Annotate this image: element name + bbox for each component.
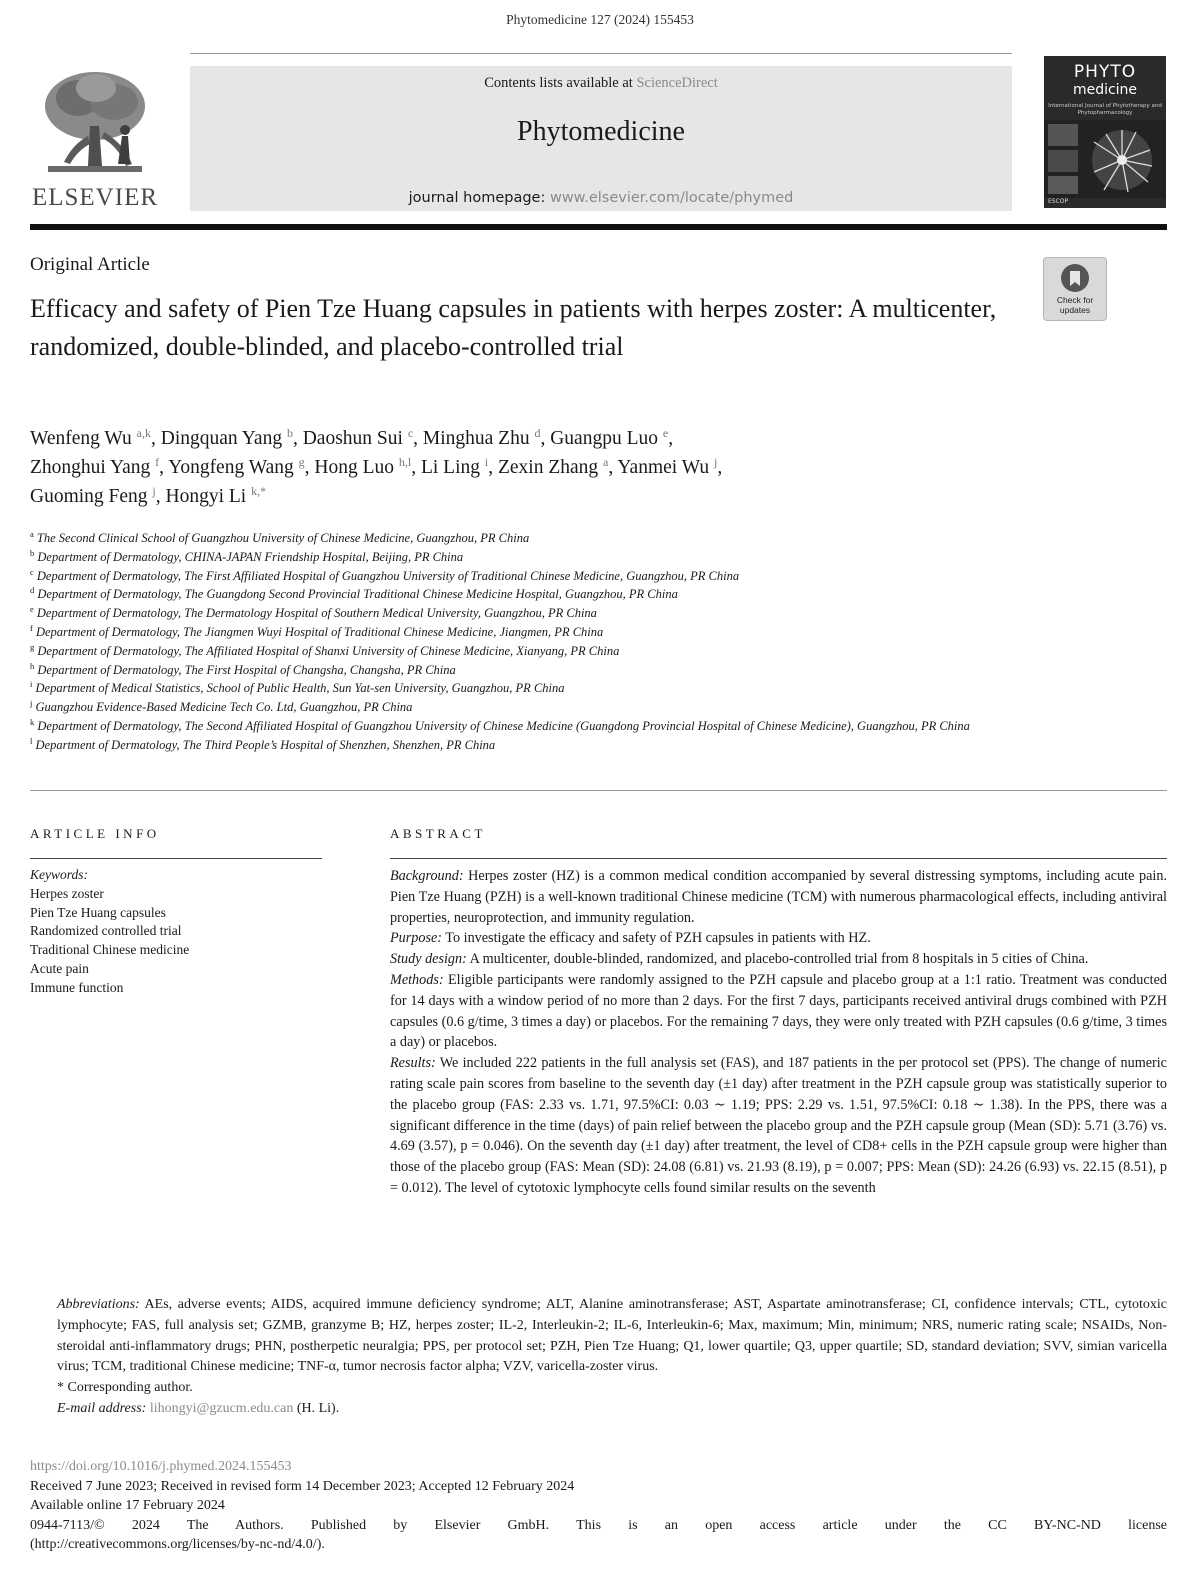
keyword-item: Acute pain <box>30 960 89 976</box>
check-for-updates-label: Check for updates <box>1056 295 1094 315</box>
keyword-item: Immune function <box>30 979 124 995</box>
abstract-rule <box>390 858 1167 859</box>
author-affiliation-marker[interactable]: i <box>484 455 489 469</box>
affiliation-key: i <box>30 679 33 690</box>
affiliation-text: Department of Medical Statistics, School of Public Health, Sun Yat-sen University, Guangzhou, PR China <box>35 681 565 696</box>
affiliation-key: e <box>30 604 34 615</box>
author-name[interactable]: Wenfeng Wu <box>30 428 132 449</box>
license-close: ). <box>316 1537 325 1552</box>
author-separator: , <box>292 428 303 449</box>
abstract-section-text: We included 222 patients in the full analysis set (FAS), and 187 patients in the per protocol set (PPS). The change of numeric rating scale pain scores from baseline to the seventh day (±1 day) after treatment in the PZH capsule group was statistically superior to the placebo group (FAS: 2.33 vs. 1.71, 97.5%CI: 0.03 ∼ 1.19; PPS: 2.29 vs. 1.51, 97.5%CI: 0.18 ∼ 1.38). In the PPS, there was a significant difference in the time (days) of pain relief between the placebo group and the PZH capsule group (Mean (SD): 5.71 (3.76) vs. 4.69 (3.57), p = 0.046). On the seventh day (±1 day) after treatment, the level of CD8+ cells in the PZH capsule group were higher than those of the placebo group (FAS: Mean (SD): 24.08 (6.81) vs. 21.93 (8.19), p = 0.007; PPS: Mean (SD): 24.26 (6.93) vs. 22.15 (8.51), p = 0.012). The level of cytotoxic lymphocyte cells found similar results on the seventh <box>390 1055 1167 1196</box>
affiliation-key: a <box>30 529 34 539</box>
author-separator: , <box>413 428 423 449</box>
license-url-line <box>30 1535 1167 1555</box>
author-name[interactable]: Dingquan Yang <box>160 428 283 449</box>
email-link[interactable]: lihongyi@gzucm.edu.can <box>149 1400 294 1416</box>
header-rule <box>30 224 1167 230</box>
affiliation-text: Department of Dermatology, The Affiliated Hospital of Shanxi University of Chinese Medicine, Xianyang, PR China <box>37 643 620 658</box>
author-name[interactable]: Hong Luo <box>314 457 394 478</box>
affiliation-item <box>30 567 1170 586</box>
affiliation-key: b <box>30 547 35 558</box>
affiliation-text: Department of Dermatology, The Dermatology Hospital of Southern Medical University, Guangzhou, PR China <box>36 606 597 621</box>
author-separator: , <box>608 457 618 478</box>
affiliation-item <box>30 529 1170 548</box>
footnotes <box>30 1295 1167 1420</box>
contents-prefix: Contents lists available at <box>484 75 637 91</box>
author-affiliation-marker[interactable]: k,* <box>251 484 267 498</box>
homepage-line <box>190 190 1012 206</box>
author-separator: , <box>155 486 166 507</box>
abstract-section-label: Study design: <box>390 951 467 968</box>
section-rule <box>30 790 1167 791</box>
abstract-section-label: Methods: <box>390 971 444 988</box>
elsevier-tree-icon <box>38 66 152 178</box>
abbreviations-footnote <box>30 1295 1167 1378</box>
author-name[interactable]: Yongfeng Wang <box>168 457 294 478</box>
cover-title-line1: PHYTO <box>1073 62 1137 82</box>
keywords-block <box>30 866 330 998</box>
journal-header <box>190 66 1012 211</box>
abstract-body <box>390 866 1167 1199</box>
cover-subtitle: International Journal of Phytotherapy and Phytopharmacology <box>1048 103 1162 116</box>
affiliation-key: c <box>30 566 34 577</box>
author-separator: , <box>488 457 498 478</box>
abstract-section <box>390 928 1167 949</box>
license-url[interactable]: http://creativecommons.org/licenses/by-nc-nd/4.0/ <box>34 1537 317 1552</box>
affiliation-item <box>30 604 1170 623</box>
license-line: 0944-7113/© 2024 The Authors. Published by Elsevier GmbH. This is an open access article under the CC BY-NC-ND license <box>30 1517 1167 1533</box>
affiliation-item <box>30 548 1170 567</box>
author-name[interactable]: Daoshun Sui <box>302 428 403 449</box>
abstract-section-text: Herpes zoster (HZ) is a common medical condition accompanied by several distressing symptoms, including acute pain. Pien Tze Huang (PZH) is a well-known traditional Chinese medicine (TCM) with numerous pharmacological effects, including antiviral properties, neuroprotection, and immunity regulation. <box>390 868 1167 926</box>
affiliation-key: d <box>30 585 35 596</box>
corresponding-mark: * <box>57 1380 64 1396</box>
email-label: E-mail address: <box>57 1400 147 1416</box>
author-name[interactable]: Li Ling <box>420 457 481 478</box>
corresponding-text: Corresponding author. <box>64 1380 193 1396</box>
affiliation-key: h <box>30 660 35 671</box>
keyword-item: Herpes zoster <box>30 885 104 901</box>
running-head: Phytomedicine 127 (2024) 155453 <box>506 12 694 27</box>
homepage-link[interactable]: www.elsevier.com/locate/phymed <box>549 190 794 206</box>
author-name[interactable]: Guoming Feng <box>30 486 148 507</box>
abstract-section-text: A multicenter, double-blinded, randomized, and placebo-controlled trial from 8 hospitals in 5 cities of China. <box>466 951 1089 968</box>
abstract-section <box>390 1053 1167 1199</box>
cover-footer: ESCOP <box>1048 198 1069 205</box>
doi-link[interactable]: https://doi.org/10.1016/j.phymed.2024.155453 <box>30 1459 292 1474</box>
affiliation-item <box>30 642 1170 661</box>
abbreviations-text: AEs, adverse events; AIDS, acquired immune deficiency syndrome; ALT, Alanine aminotransferase; AST, Aspartate aminotransferase; CI, confidence intervals; CTL, cytotoxic lymphocyte; FAS, full analysis set; GZMB, granzyme B; HZ, herpes zoster; IL-2, Interleukin-2; IL-6, Interleukin-6; Max, maximum; Min, minimum; NRS, numeric rating scale; NSAIDs, Non-steroidal anti-inflammatory drugs; PHN, postherpetic neuralgia; PPS, per protocol set; PZH, Pien Tze Huang; Q1, lower quartile; Q3, upper quartile; SD, standard deviation; SVV, simian varicella virus; TCM, traditional Chinese medicine; TNF-α, tumor necrosis factor alpha; VZV, varicella-zoster virus. <box>57 1297 1167 1375</box>
sciencedirect-link[interactable]: ScienceDirect <box>636 75 718 91</box>
author-list <box>30 424 1030 511</box>
keyword-item: Pien Tze Huang capsules <box>30 904 166 920</box>
abbreviations-label: Abbreviations: <box>57 1297 140 1312</box>
author-separator: , <box>151 428 161 449</box>
received-dates: Received 7 June 2023; Received in revised form 14 December 2023; Accepted 12 February 2024 <box>30 1478 575 1494</box>
affiliation-key: g <box>30 641 35 652</box>
author-name[interactable]: Zexin Zhang <box>497 457 599 478</box>
cover-title-line2: medicine <box>1072 82 1138 98</box>
check-for-updates-button[interactable] <box>1043 257 1107 321</box>
affiliation-key: f <box>30 622 33 633</box>
publisher-wordmark: ELSEVIER <box>31 184 159 211</box>
affiliation-text: Guangzhou Evidence-Based Medicine Tech Co. Ltd, Guangzhou, PR China <box>35 700 413 715</box>
abstract-section <box>390 949 1167 970</box>
affiliation-key: k <box>30 716 35 727</box>
affiliation-item <box>30 661 1170 680</box>
author-separator: , <box>411 457 421 478</box>
author-separator: , <box>668 428 674 449</box>
journal-title: Phytomedicine <box>517 116 685 147</box>
affiliation-text: Department of Dermatology, The First Affiliated Hospital of Guangzhou University of Traditional Chinese Medicine, Guangzhou, PR China <box>36 568 740 583</box>
author-separator: , <box>717 457 723 478</box>
abstract-heading: ABSTRACT <box>390 826 486 841</box>
affiliation-text: The Second Clinical School of Guangzhou University of Chinese Medicine, Guangzhou, PR China <box>36 531 530 545</box>
affiliation-item <box>30 736 1170 755</box>
email-note <box>30 1399 1167 1420</box>
article-type: Original Article <box>30 254 150 275</box>
affiliation-item <box>30 717 1170 736</box>
affiliation-key: l <box>30 735 33 746</box>
author-name[interactable]: Minghua Zhu <box>422 428 530 449</box>
author-affiliation-marker[interactable]: d <box>534 426 541 440</box>
affiliation-item <box>30 585 1170 604</box>
cover-flower-image-icon <box>1044 120 1166 198</box>
affiliation-text: Department of Dermatology, The Guangdong Second Provincial Traditional Chinese Medicine Hospital, Guangzhou, PR China <box>37 587 678 602</box>
abstract-section-label: Results: <box>390 1055 436 1072</box>
homepage-label: journal homepage: <box>408 190 550 206</box>
author-affiliation-marker[interactable]: h,l <box>398 455 412 469</box>
keyword-item: Randomized controlled trial <box>30 923 182 939</box>
author-affiliation-marker[interactable]: e <box>662 426 669 440</box>
top-rule <box>190 53 1012 54</box>
abstract-section-text: To investigate the efficacy and safety of PZH capsules in patients with HZ. <box>442 930 871 947</box>
author-affiliation-marker[interactable]: a,k <box>136 426 151 440</box>
contents-line <box>190 75 1012 92</box>
abstract-section <box>390 970 1167 1053</box>
author-affiliation-marker[interactable]: a <box>603 455 609 469</box>
keywords-label: Keywords: <box>30 867 88 882</box>
author-affiliation-marker[interactable]: j <box>713 455 718 469</box>
author-affiliation-marker[interactable]: b <box>286 426 293 440</box>
article-info-heading: ARTICLE INFO <box>30 826 160 841</box>
affiliation-text: Department of Dermatology, The Second Affiliated Hospital of Guangzhou University of Chinese Medicine (Guangdong Provincial Hospital of Chinese Medicine), Guangzhou, PR China <box>37 718 970 733</box>
author-separator: , <box>159 457 169 478</box>
keyword-item: Traditional Chinese medicine <box>30 942 190 958</box>
article-info-rule <box>30 858 322 859</box>
abstract-section-label: Background: <box>390 868 464 884</box>
elsevier-logo[interactable] <box>30 66 160 212</box>
affiliation-text: Department of Dermatology, The Jiangmen Wuyi Hospital of Traditional Chinese Medicine, Jiangmen, PR China <box>35 624 604 639</box>
author-separator: , <box>540 428 551 449</box>
journal-cover[interactable] <box>1044 56 1166 208</box>
author-affiliation-marker[interactable]: j <box>152 484 156 498</box>
email-suffix: (H. Li). <box>293 1400 340 1416</box>
affiliation-text: Department of Dermatology, The First Hospital of Changsha, Changsha, PR China <box>37 662 456 677</box>
affiliations <box>30 529 1170 755</box>
article-title: Efficacy and safety of Pien Tze Huang capsules in patients with herpes zoster: A multicenter, randomized, double-blinded, and placebo-controlled trial <box>30 294 997 361</box>
abstract-section-label: Purpose: <box>390 930 443 947</box>
abstract-section <box>390 866 1167 928</box>
publication-info <box>30 1457 1167 1555</box>
keyword-list <box>30 885 330 998</box>
affiliation-item <box>30 679 1170 698</box>
affiliation-item <box>30 623 1170 642</box>
author-affiliation-marker[interactable]: g <box>298 455 305 469</box>
bookmark-icon <box>1060 263 1090 293</box>
author-name[interactable]: Yanmei Wu <box>617 457 710 478</box>
affiliation-text: Department of Dermatology, CHINA-JAPAN Friendship Hospital, Beijing, PR China <box>37 549 464 564</box>
affiliation-key: j <box>30 698 33 709</box>
available-online: Available online 17 February 2024 <box>30 1498 225 1513</box>
affiliation-text: Department of Dermatology, The Third People’s Hospital of Shenzhen, Shenzhen, PR China <box>35 737 496 752</box>
license-open: ( <box>30 1537 35 1552</box>
author-name[interactable]: Zhonghui Yang <box>30 457 151 478</box>
abstract-section-text: Eligible participants were randomly assigned to the PZH capsule and placebo group at a 1:1 ratio. Treatment was conducted for 14 days with a window period of no more than 2 days. For the first 7 days, participants received antiviral drugs combined with PZH capsules (0.6 g/time, 3 times a day) or placebos. For the remaining 7 days, they were only treated with PZH capsules (0.6 g/time, 3 times a day) or placebos. <box>390 971 1167 1051</box>
author-separator: , <box>304 457 315 478</box>
author-affiliation-marker[interactable]: f <box>155 455 160 469</box>
author-affiliation-marker[interactable]: c <box>407 426 414 440</box>
affiliation-item <box>30 698 1170 717</box>
author-name[interactable]: Guangpu Luo <box>550 428 658 449</box>
author-name[interactable]: Hongyi Li <box>165 486 247 507</box>
corresponding-author-note <box>30 1378 1167 1399</box>
